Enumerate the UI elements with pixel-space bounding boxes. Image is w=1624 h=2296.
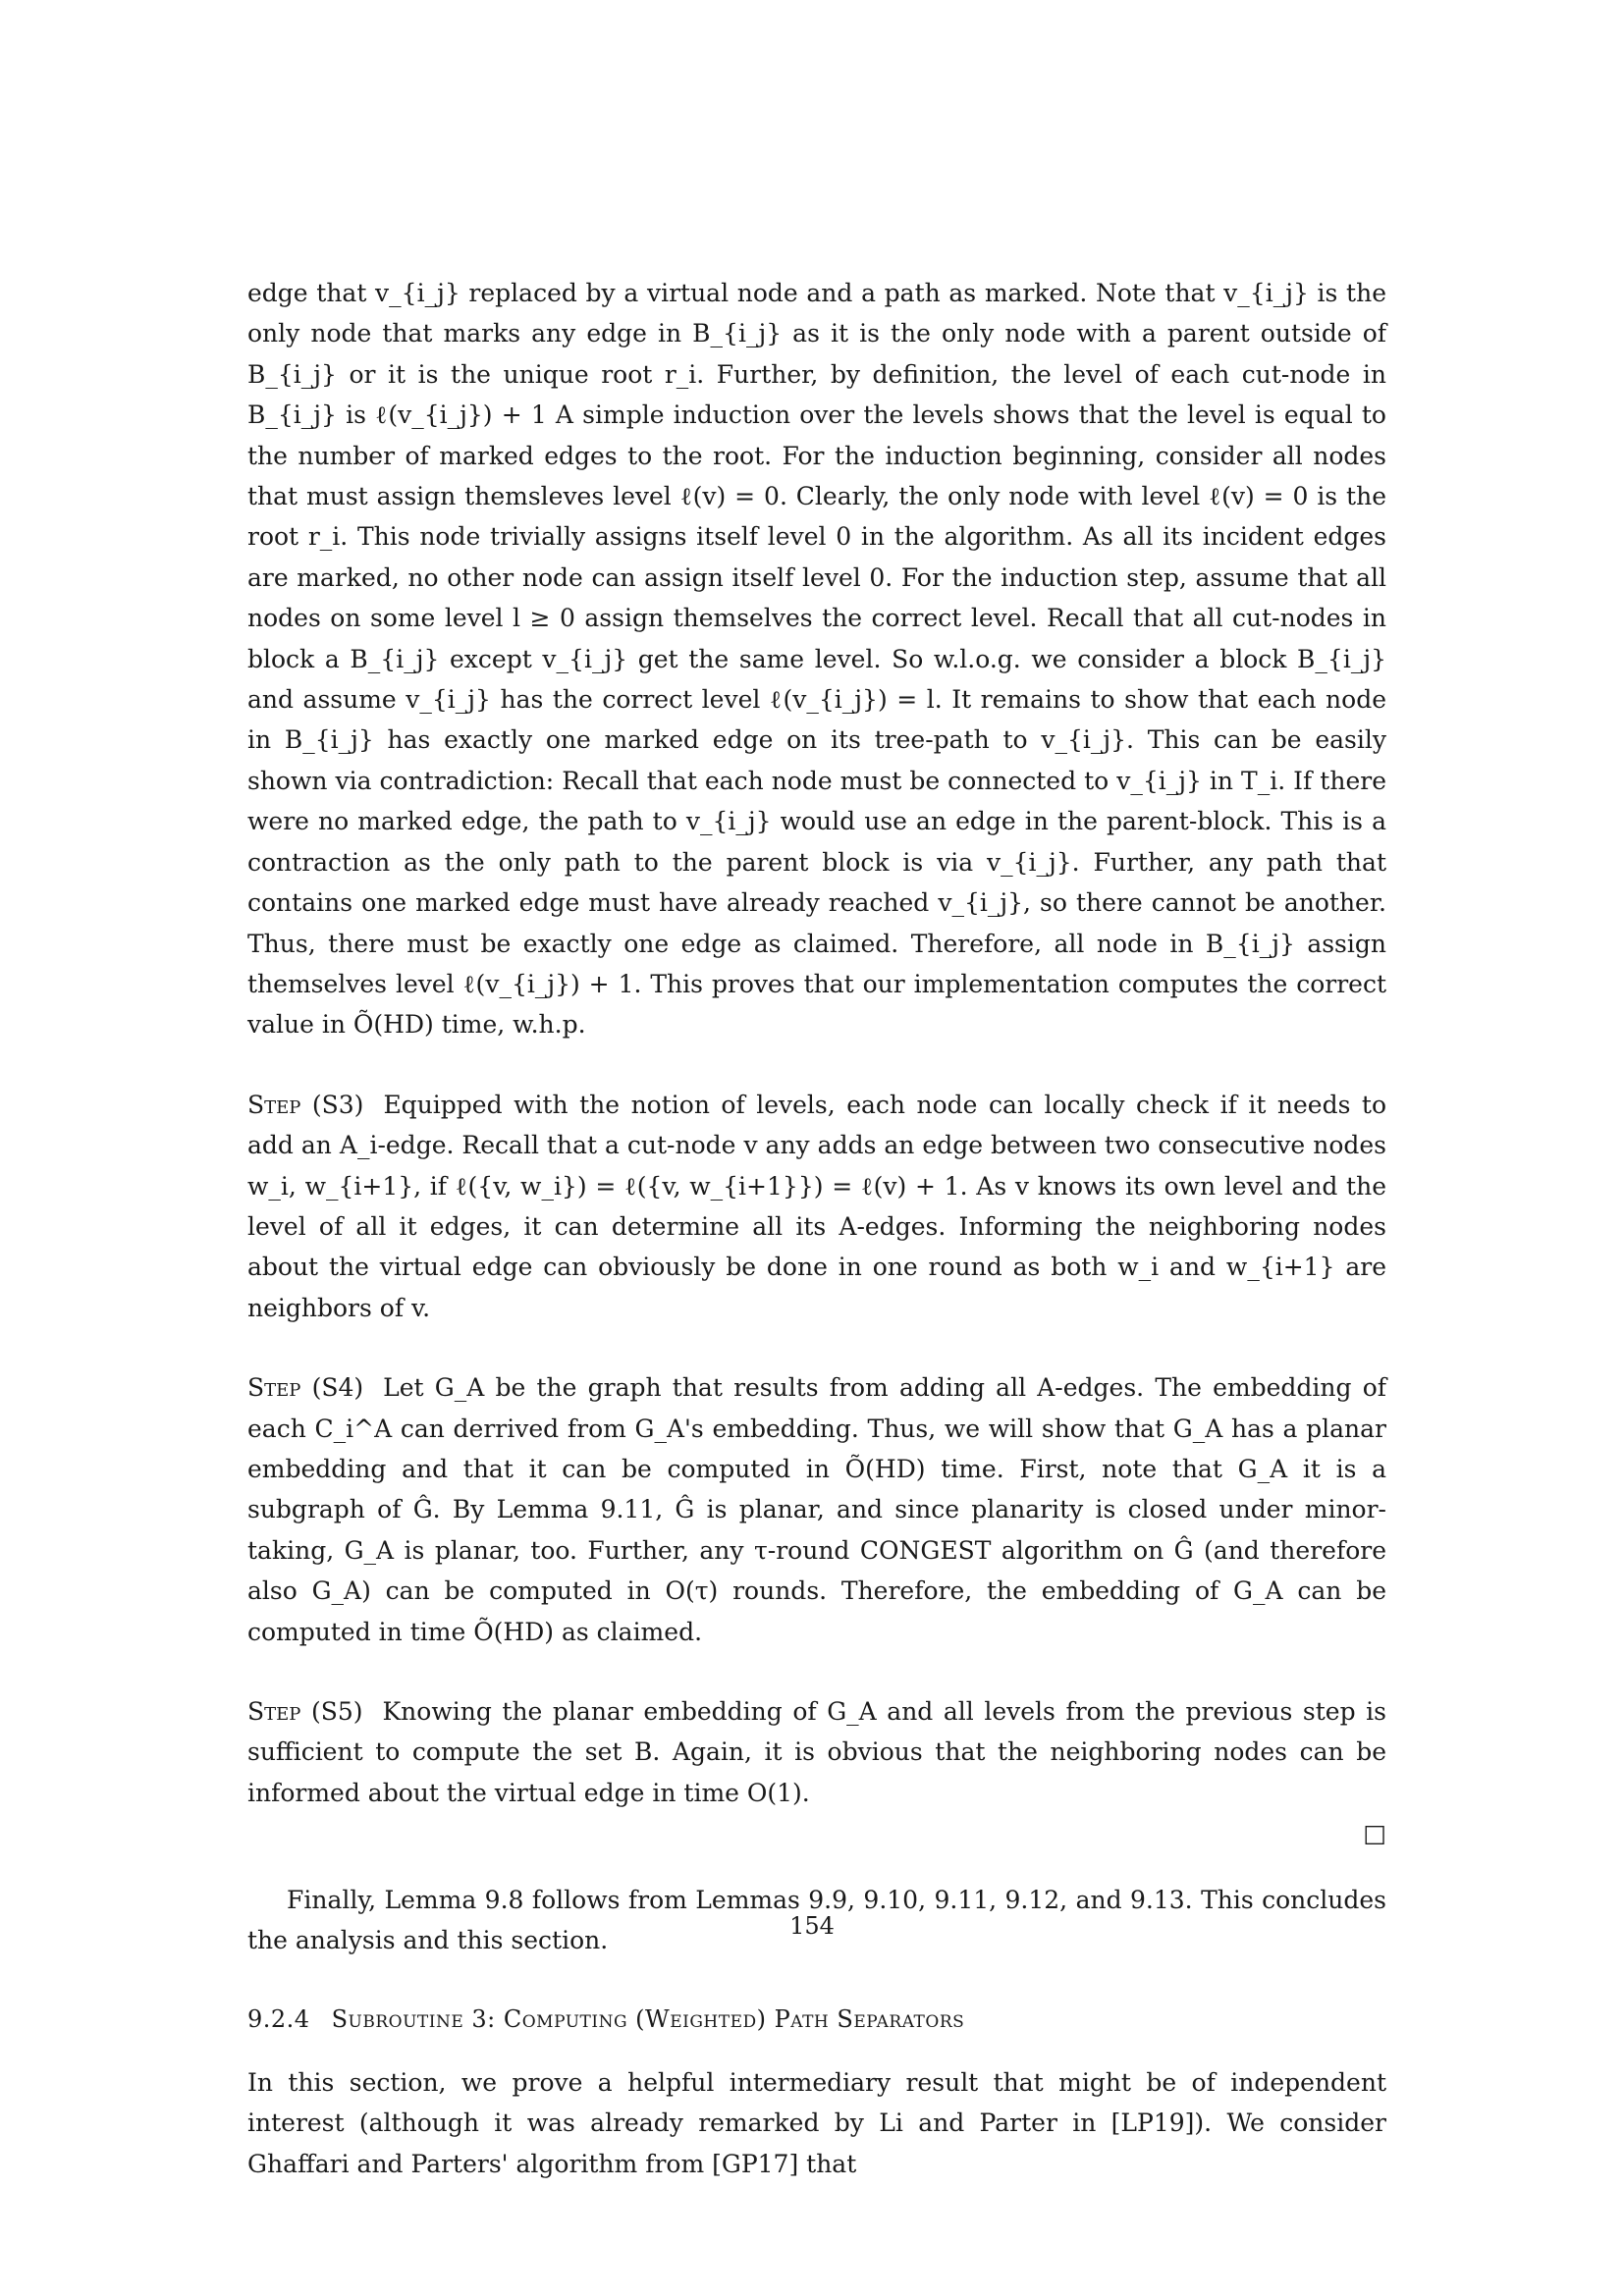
- step-s5-text: Knowing the planar embedding of G_A and all levels from the previous step is sufficient to compute the set B. Again, it is obvious that the neighboring nodes can be informed about the virtual edge in time O(1).: [247, 1697, 1386, 1807]
- step-s4-text: Let G_A be the graph that results from adding all A-edges. The embedding of each C_i^A can derrived from G_A's embedding. Thus, we will show that G_A has a planar embedding and that it can be computed in Õ(HD) time. First, note that G_A it is a subgraph of Ĝ. By Lemma 9.11, Ĝ is planar, and since planarity is closed under minor-taking, G_A is planar, too. Further, any τ-round CONGEST algorithm on Ĝ (and therefore also G_A) can be computed in O(τ) rounds. Therefore, the embedding of G_A can be computed in time Õ(HD) as claimed.: [247, 1373, 1386, 1646]
- paragraph-subsection-intro: In this section, we prove a helpful intermediary result that might be of independent interest (although it was already remarked by Li and Parter in [LP19]). We consider Ghaffari and Parters' algorithm from [GP17] that: [247, 2067, 1386, 2178]
- step-s3-text: Equipped with the notion of levels, each node can locally check if it needs to add an A_i-edge. Recall that a cut-node v any adds an edge between two consecutive nodes w_i, w_{i+1}, if ℓ({v, w_i}) = ℓ({v, w_{i+1}}) = ℓ(v) + 1. As v knows its own level and the level of all it edges, it can determine all its A-edges. Informing the neighboring nodes about the virtual edge can obviously be done in one round as both w_i and w_{i+1} are neighbors of v.: [247, 1090, 1386, 1322]
- qed-symbol: □: [1363, 1819, 1386, 1848]
- paragraph-induction-proof: edge that v_{i_j} replaced by a virtual node and a path as marked. Note that v_{i_j} is the only node that marks any edge in B_{i_j} as it is the only node with a parent outside of B_{i_j} or it is the unique root r_i. Further, by definition, the level of each cut-node in B_{i_j} is ℓ(v_{i_j}) + 1 A simple induction over the levels shows that the level is equal to the number of marked edges to the root. For the induction beginning, consider all nodes that must assign themsleves level ℓ(v) = 0. Clearly, the only node with level ℓ(v) = 0 is the root r_i. This node trivially assigns itself level 0 in the algorithm. As all its incident edges are marked, no other node can assign itself level 0. For the induction step, assume that all nodes on some level l ≥ 0 assign themselves the correct level. Recall that all cut-nodes in block a B_{i_j} except v_{i_j} get the same level. So w.l.o.g. we consider a block B_{i_j} and assume v_{i_j} has the correct level ℓ(v_{i_j}) = l. It remains to show that each node in B_{i_j} has exactly one marked edge on its tree-path to v_{i_j}. This can be easily shown via contradiction: Recall that each node must be connected to v_{i_j} in T_i. If there were no marked edge, the path to v_{i_j} would use an edge in the parent-block. This is a contraction as the only path to the parent block is via v_{i_j}. Further, any path that contains one marked edge must have already reached v_{i_j}, so there cannot be another. Thus, there must be exactly one edge as claimed. Therefore, all node in B_{i_j} assign themselves level ℓ(v_{i_j}) + 1. This proves that our implementation computes the correct value in Õ(HD) time, w.h.p.: [247, 279, 1386, 1040]
- page-number: 154: [789, 1912, 835, 1940]
- step-s3: [247, 1085, 1386, 1328]
- paragraph-closing: Finally, Lemma 9.8 follows from Lemmas 9.9, 9.10, 9.11, 9.12, and 9.13. This concludes the analysis and this section.: [247, 1885, 1386, 1955]
- step-s4-label: Step (S4): [247, 1373, 364, 1403]
- subsection-number: 9.2.4: [247, 2005, 310, 2034]
- step-s4: [247, 1367, 1386, 1652]
- step-s3-label: Step (S3): [247, 1090, 364, 1119]
- step-s5-label: Step (S5): [247, 1697, 363, 1726]
- subsection-heading: [247, 2000, 1386, 2040]
- subsection-title: Subroutine 3: Computing (Weighted) Path Separators: [331, 2005, 965, 2034]
- step-s5: [247, 1691, 1386, 1813]
- page-body: [247, 273, 1386, 2184]
